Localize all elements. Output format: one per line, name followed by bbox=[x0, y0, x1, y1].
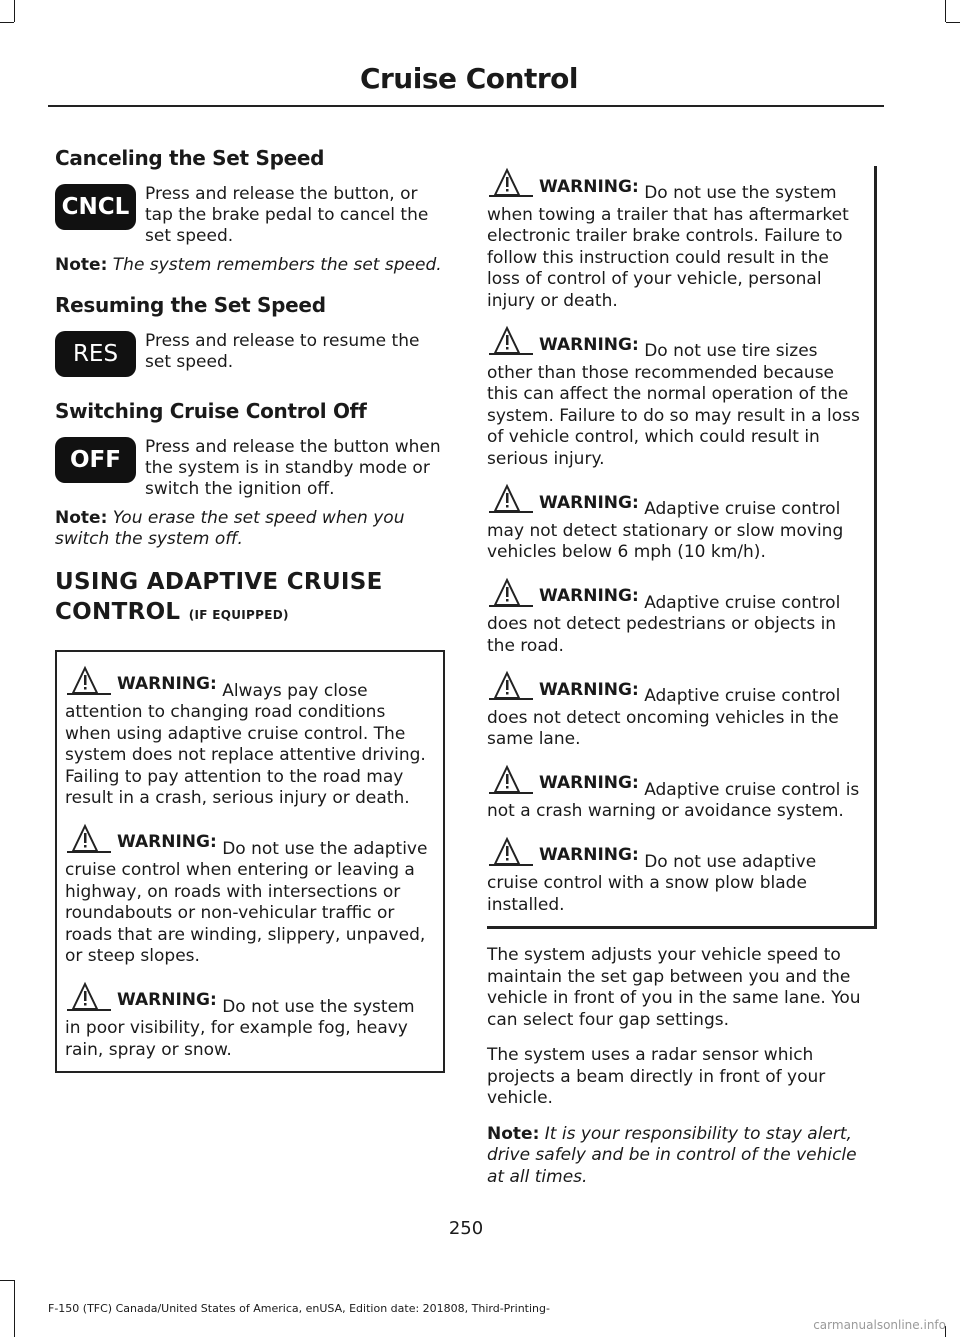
note-canceling bbox=[55, 255, 445, 277]
warning-item bbox=[487, 166, 864, 312]
warning-head bbox=[65, 980, 217, 1012]
warning-label: WARNING: bbox=[539, 679, 639, 700]
res-button-icon: RES bbox=[55, 331, 136, 377]
section-title-line1: USING ADAPTIVE CRUISE bbox=[55, 568, 383, 595]
right-column bbox=[487, 146, 877, 1202]
footer-edition: F-150 (TFC) Canada/United States of America, enUSA, Edition date: 201808, Third-Printing- bbox=[48, 1302, 550, 1315]
warning-head bbox=[487, 763, 639, 795]
warning-label: WARNING: bbox=[117, 832, 217, 852]
warning-item bbox=[487, 763, 864, 823]
warning-head bbox=[487, 324, 639, 356]
right-warning-box bbox=[487, 166, 877, 929]
warning-text: Do not use the system when towing a trailer that has aftermarket electronic trailer brake controls. Failure to follow this instruction could result in the loss of control of your vehicle, personal injury or death. bbox=[487, 183, 849, 311]
warning-item bbox=[65, 980, 433, 1062]
warning-head bbox=[65, 822, 217, 854]
if-equipped-label: (IF EQUIPPED) bbox=[188, 607, 289, 622]
warning-head bbox=[487, 669, 639, 701]
off-button-icon: OFF bbox=[55, 437, 136, 483]
warning-triangle-icon bbox=[487, 763, 535, 795]
warning-label: WARNING: bbox=[539, 586, 639, 606]
note-body: It is your responsibility to stay alert, drive safely and be in control of the vehicle at all times. bbox=[487, 1123, 857, 1187]
page-number: 250 bbox=[448, 1218, 484, 1239]
warning-label: WARNING: bbox=[117, 674, 217, 694]
note-body: The system remembers the set speed. bbox=[112, 255, 442, 275]
warning-text: Adaptive cruise control may not detect stationary or slow moving vehicles below 6 mph (10 km/h). bbox=[487, 499, 844, 562]
warning-text: Do not use the system in poor visibility, for example fog, heavy rain, spray or snow. bbox=[65, 996, 415, 1060]
warning-triangle-icon bbox=[487, 482, 535, 514]
warning-triangle-icon bbox=[487, 669, 535, 701]
body-paragraph-2: The system uses a radar sensor which projects a beam directly in front of your vehicle. bbox=[487, 1045, 826, 1108]
warning-item bbox=[487, 835, 864, 917]
warning-item bbox=[487, 324, 864, 470]
warning-triangle-icon bbox=[65, 980, 113, 1012]
warning-text: Adaptive cruise control is not a crash warning or avoidance system. bbox=[487, 779, 860, 821]
warning-text: Do not use adaptive cruise control with a snow plow blade installed. bbox=[487, 851, 817, 915]
watermark: carmanualsonline.info bbox=[813, 1318, 946, 1332]
left-warning-box bbox=[55, 650, 445, 1074]
left-column bbox=[55, 146, 445, 1073]
note-switching-off bbox=[55, 508, 445, 551]
section-title bbox=[55, 567, 445, 630]
heading-switching-off: Switching Cruise Control Off bbox=[55, 398, 367, 423]
warning-triangle-icon bbox=[487, 576, 535, 608]
warning-head bbox=[487, 166, 639, 198]
note-responsibility bbox=[487, 1124, 877, 1189]
warning-label: WARNING: bbox=[539, 845, 639, 865]
warning-label: WARNING: bbox=[539, 334, 639, 355]
warning-item bbox=[487, 482, 864, 564]
section-title-line2: CONTROL bbox=[55, 598, 181, 625]
crop-mark bbox=[0, 1280, 14, 1281]
crop-mark bbox=[945, 0, 946, 22]
warning-triangle-icon bbox=[65, 664, 113, 696]
warning-label: WARNING: bbox=[539, 773, 639, 793]
warning-item bbox=[487, 669, 864, 751]
resume-row bbox=[55, 331, 445, 377]
warning-label: WARNING: bbox=[539, 176, 639, 197]
warning-text: Adaptive cruise control does not detect oncoming vehicles in the same lane. bbox=[487, 686, 841, 749]
warning-head bbox=[487, 576, 639, 608]
cancel-row bbox=[55, 184, 445, 247]
warning-text: Do not use tire sizes other than those recommended because this can affect the normal operation of the system. Failure to do so may result in a loss of vehicle control, which could result in serious injury. bbox=[487, 341, 860, 469]
cancel-text: Press and release the button, or tap the brake pedal to cancel the set speed. bbox=[145, 184, 429, 246]
warning-item bbox=[65, 822, 433, 968]
warning-head bbox=[65, 664, 217, 696]
warning-head bbox=[487, 482, 639, 514]
cncl-button-icon: CNCL bbox=[55, 184, 136, 230]
warning-head bbox=[487, 835, 639, 867]
warning-triangle-icon bbox=[487, 324, 535, 356]
note-label: Note: bbox=[55, 507, 108, 528]
warning-item bbox=[487, 576, 864, 658]
heading-resuming: Resuming the Set Speed bbox=[55, 292, 326, 317]
note-label: Note: bbox=[487, 1123, 540, 1144]
resume-text: Press and release to resume the set speed. bbox=[145, 330, 420, 372]
warning-triangle-icon bbox=[487, 166, 535, 198]
page-title: Cruise Control bbox=[359, 62, 578, 95]
crop-mark bbox=[0, 22, 14, 23]
warning-text: Adaptive cruise control does not detect pedestrians or objects in the road. bbox=[487, 592, 841, 656]
warning-triangle-icon bbox=[487, 835, 535, 867]
warning-triangle-icon bbox=[65, 822, 113, 854]
note-body: You erase the set speed when you switch the system off. bbox=[55, 507, 405, 549]
off-text: Press and release the button when the system is in standby mode or switch the ignition off. bbox=[145, 436, 441, 499]
warning-label: WARNING: bbox=[539, 492, 639, 513]
title-rule bbox=[48, 105, 884, 107]
heading-canceling: Canceling the Set Speed bbox=[55, 146, 325, 170]
warning-text: Always pay close attention to changing road conditions when using adaptive cruise control. The system does not replace attentive driving. Failing to pay attention to the road may result in a crash, serious injury or death. bbox=[65, 680, 426, 808]
note-label: Note: bbox=[55, 255, 108, 275]
off-row bbox=[55, 437, 445, 500]
warning-item bbox=[65, 664, 433, 810]
warning-label: WARNING: bbox=[117, 990, 217, 1010]
crop-mark bbox=[946, 22, 960, 23]
crop-mark bbox=[14, 1280, 15, 1337]
warning-text: Do not use the adaptive cruise control when entering or leaving a highway, on roads with intersections or roundabouts or non-vehicular traffic or roads that are winding, slippery, unpaved, or steep slopes. bbox=[65, 838, 428, 966]
body-paragraph-1: The system adjusts your vehicle speed to maintain the set gap between you and the vehicle in front of you in the same lane. You can select four gap settings. bbox=[487, 945, 861, 1030]
crop-mark bbox=[14, 0, 15, 22]
